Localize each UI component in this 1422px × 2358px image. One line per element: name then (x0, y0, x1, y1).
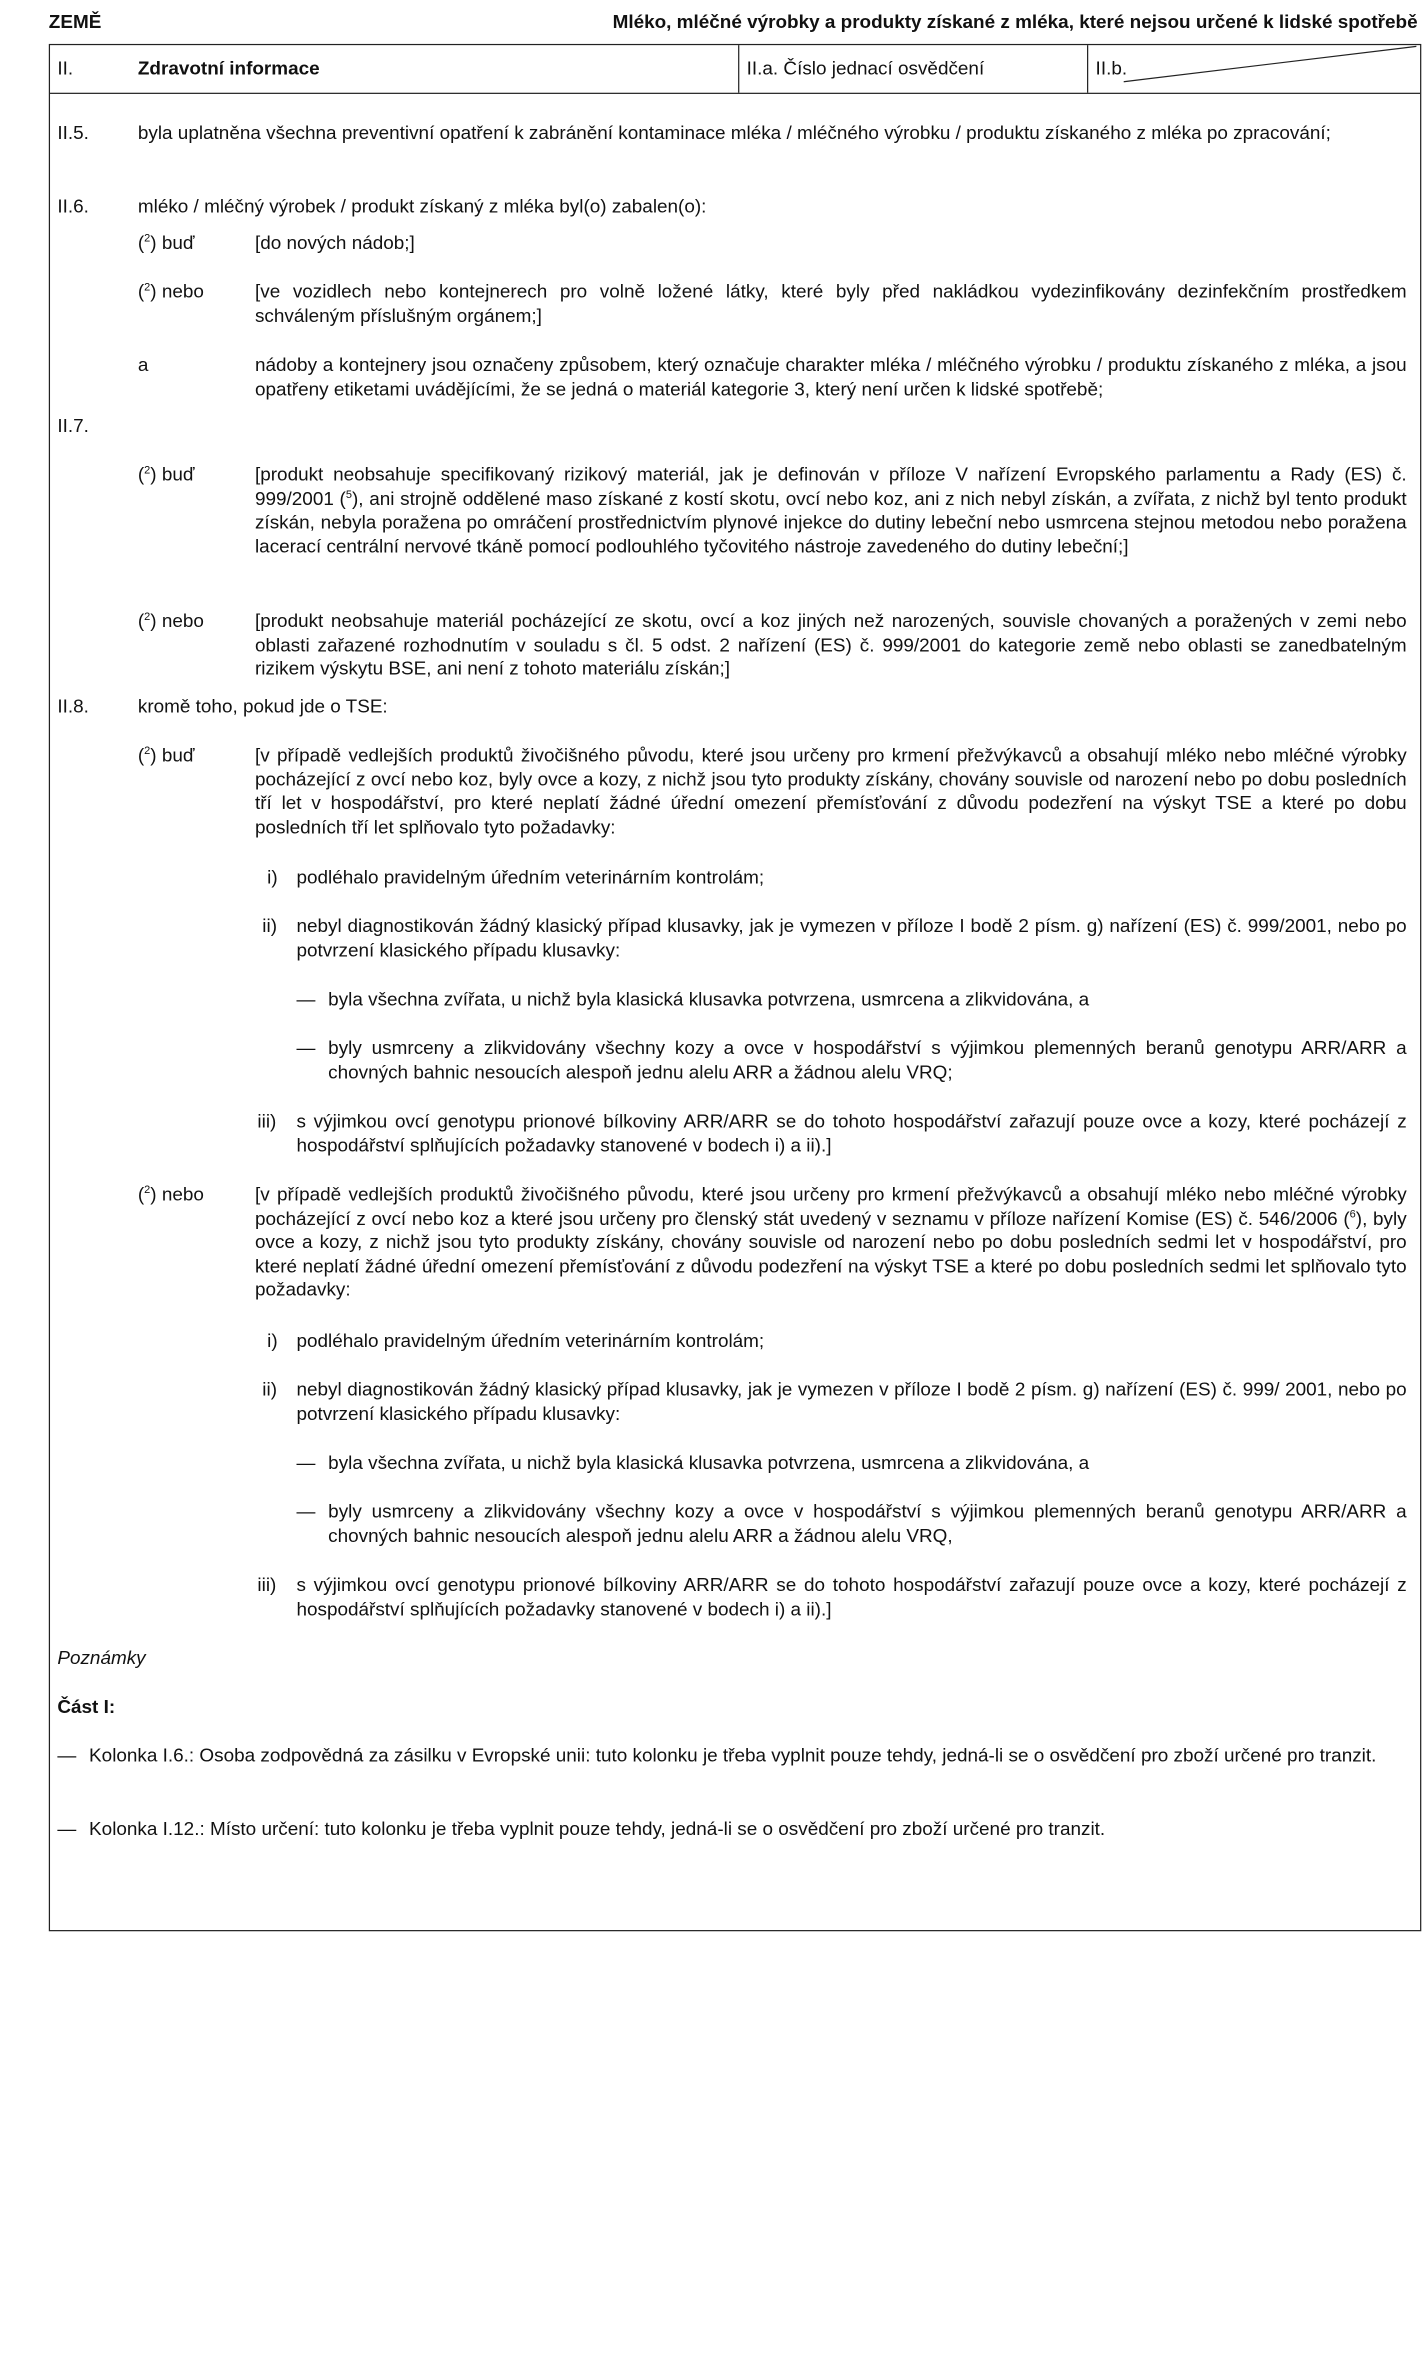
option-label: ($^2$) buď (137, 463, 195, 486)
sub-item-label: ii) (262, 916, 278, 937)
dash-item-text: byly usmrceny a zlikvidovány všechny kozy a ovce v hospodářství s výjimkou plemenných beranů genotypu ARR/ARR a chovných bahnic nesoucích alespoň jednu alelu ARR a žádnou alelu VRQ, (328, 1501, 1407, 1547)
dash-item-text: byly usmrceny a zlikvidovány všechny kozy a ovce v hospodářství s výjimkou plemenných beranů genotypu ARR/ARR a chovných bahnic nesoucích alespoň jednu alelu ARR a žádnou alelu VRQ; (328, 1038, 1407, 1083)
dash-bullet: — (296, 1453, 316, 1474)
dash-item-text: byla všechna zvířata, u nichž byla klasická klusavka potvrzena, usmrcena a zlikvidována, a (328, 1453, 1090, 1474)
sub-item-label: ii) (262, 1379, 278, 1401)
dash-bullet: — (57, 1819, 77, 1840)
notes-heading: Poznámky (57, 1648, 146, 1669)
option-text: [do nových nádob;] (254, 233, 415, 254)
notes-part-heading: Část I: (57, 1697, 116, 1718)
option-text: nádoby a kontejnery jsou označeny způsobem, který označuje charakter mléka / mléčného výrobku / produktu získaného z mléka, a jsou opatřeny etiketami uvádějícími, že se jedná o materiál kategorie 3, který není určen k lidské spotřebě; (254, 355, 1407, 400)
strike-line (1124, 45, 1417, 93)
sub-item-label: iii) (257, 1575, 277, 1596)
item-text: kromě toho, pokud jde o TSE: (137, 696, 388, 718)
item-text: mléko / mléčný výrobek / produkt získaný z mléka byl(o) zabalen(o): (137, 196, 707, 218)
section-number: II. (57, 58, 74, 80)
document-title: Mléko, mléčné výrobky a produkty získané z mléka, které nejsou určené k lidské spotřebě (612, 12, 1418, 33)
item-number: II.5. (57, 123, 89, 144)
section-header-row (50, 45, 1420, 94)
option-label: ($^2$) buď (137, 231, 195, 254)
option-label: ($^2$) nebo (137, 280, 204, 303)
item-text: byla uplatněna všechna preventivní opatření k zabránění kontaminace mléka / mléčného výrobku / produktu získaného z mléka po zpracování; (137, 123, 1331, 144)
sub-item-text: s výjimkou ovcí genotypu prionové bílkoviny ARR/ARR se do tohoto hospodářství zařazují pouze ovce a kozy, které pocházejí z hospodářství splňujících požadavky stanovené v bodech i) a ii).] (296, 1575, 1407, 1620)
dash-item-text: byla všechna zvířata, u nichž byla klasická klusavka potvrzena, usmrcena a zlikvidována, a (328, 989, 1090, 1011)
page-header (49, 12, 1418, 34)
item-number: II.6. (57, 196, 89, 218)
sub-item-text: nebyl diagnostikován žádný klasický případ klusavky, jak je vymezen v příloze I bodě 2 písm. g) nařízení (ES) č. 999/2001, nebo po potvrzení klasického případu klusavky: (296, 916, 1407, 961)
option-label: ($^2$) nebo (137, 610, 204, 632)
option-label: a (137, 355, 149, 376)
sub-item-text: nebyl diagnostikován žádný klasický případ klusavky, jak je vymezen v příloze I bodě 2 písm. g) nařízení (ES) č. 999/ 2001, nebo po potvrzení klasického případu klusavky: (296, 1379, 1407, 1425)
option-label: ($^2$) nebo (137, 1183, 204, 1206)
dash-bullet: — (296, 1038, 316, 1059)
note-text: Kolonka I.6.: Osoba zodpovědná za zásilku v Evropské unii: tuto kolonku je třeba vyplnit pouze tehdy, jedná-li se o osvědčení pro zboží určené pro tranzit. (89, 1745, 1377, 1767)
sub-item-text: podléhalo pravidelným úředním veterinárním kontrolám; (296, 867, 765, 889)
section-title: Zdravotní informace (137, 58, 320, 80)
option-text: [v případě vedlejších produktů živočišného původu, které jsou určeny pro krmení přežvýkavců a obsahují mléko nebo mléčné výrobky pocházející z ovcí nebo koz, byly ovce a kozy, z nichž jsou tyto produkty získány, chovány souvisle od narození nebo po dobu posledních tří let v hospodářství, pro které neplatí žádné úřední omezení přemísťování z důvodu podezření na výskyt TSE a které po dobu posledních tří let splňovalo tyto požadavky: (254, 745, 1407, 838)
certificate-frame (49, 44, 1422, 1931)
option-text: [produkt neobsahuje specifikovaný rizikový materiál, jak je definován v příloze V nařízení Evropského parlamentu a Rady (ES) č. 999/2001 ($^5$), ani strojně oddělené maso získané z kostí skotu, ovcí nebo koz, ani z nich nebyl získán, a zvířata, z nichž byl tento produkt získán, nebyla poražena po omráčení prostřednictvím plynové injekce do dutiny lebeční nebo usmrcena stejnou metodou nebo poražena lacerací centrální nervové tkáně pomocí podlouhlého tyčovitého nástroje zavedeného do dutiny lebeční;] (254, 464, 1407, 557)
sub-item-label: iii) (257, 1111, 277, 1133)
item-number: II.7. (57, 416, 89, 437)
sub-item-text: s výjimkou ovcí genotypu prionové bílkoviny ARR/ARR se do tohoto hospodářství zařazují pouze ovce a kozy, které pocházejí z hospodářství splňujících požadavky stanovené v bodech i) a ii).] (296, 1111, 1407, 1156)
option-text: [produkt neobsahuje materiál pocházející ze skotu, ovcí a koz jiných než narozených, souvisle chovaných a poražených v zemi nebo oblasti zařazené rozhodnutím v souladu s čl. 5 odst. 2 nařízení (ES) č. 999/2001 do kategorie země nebo oblasti se zanedbatelným rizikem výskytu BSE, ani není z tohoto materiálu získán;] (254, 611, 1407, 680)
dash-bullet: — (296, 1501, 316, 1523)
sub-item-text: podléhalo pravidelným úředním veterinárním kontrolám; (296, 1331, 765, 1352)
ref-b-label: II.b. (1087, 45, 1419, 93)
item-number: II.8. (57, 696, 89, 718)
note-text: Kolonka I.12.: Místo určení: tuto kolonku je třeba vyplnit pouze tehdy, jedná-li se o osvědčení pro zboží určené pro tranzit. (89, 1819, 1106, 1840)
sub-item-label: i) (267, 1331, 278, 1352)
option-label: ($^2$) buď (137, 744, 195, 767)
option-text: [ve vozidlech nebo kontejnerech pro volně ložené látky, které byly před nakládkou vydezinfikovány dezinfekčním prostředkem schváleným příslušným orgánem;] (254, 281, 1407, 327)
dash-bullet: — (296, 989, 316, 1011)
dash-bullet: — (57, 1745, 77, 1767)
country-label: ZEMĚ (48, 12, 102, 33)
sub-item-label: i) (267, 867, 278, 889)
reference-number-label: II.a. Číslo jednací osvědčení (738, 45, 1088, 93)
option-text: [v případě vedlejších produktů živočišného původu, které jsou určeny pro krmení přežvýkavců a obsahují mléko nebo mléčné výrobky pocházející z ovcí nebo koz a které jsou určeny pro členský stát uvedený v seznamu v příloze nařízení Komise (ES) č. 546/2006 ($^6$), byly ovce a kozy, z nichž jsou tyto produkty získány, chovány souvisle od narození nebo po dobu posledních sedmi let v hospodářství, pro které neplatí žádné úřední omezení přemísťování z důvodu podezření na výskyt TSE a které po dobu posledních sedmi let splňovalo tyto požadavky: (254, 1184, 1407, 1301)
